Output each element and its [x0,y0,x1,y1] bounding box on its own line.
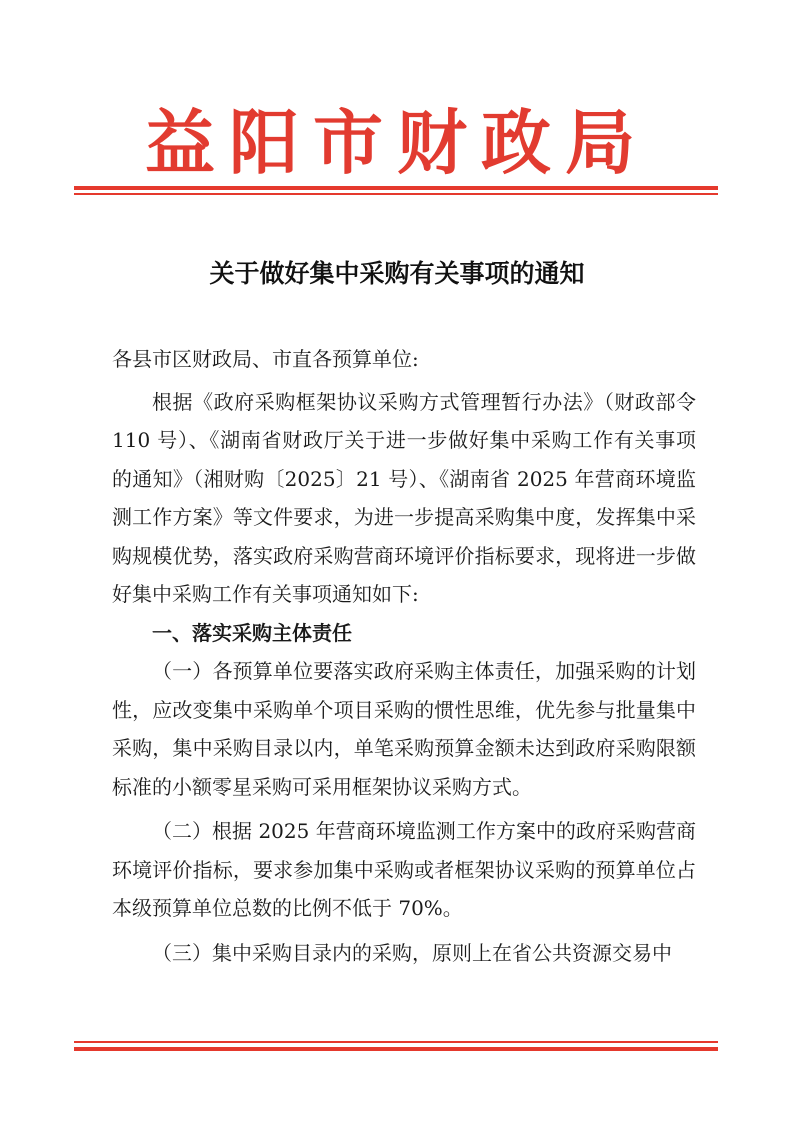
document-body [112,340,696,972]
item-1-paragraph: （一）各预算单位要落实政府采购主体责任，加强采购的计划性，应改变集中采购单个项目采购的惯性思维，优先参与批量集中采购，集中采购目录以内，单笔采购预算金额未达到政府采购限额标准的小额零星采购可采用框架协议采购方式。 [112,659,696,799]
item-3-paragraph: （三）集中采购目录内的采购，原则上在省公共资源交易中 [152,940,672,965]
footer-divider [74,1047,718,1051]
agency-letterhead: 益阳市财政局 [145,101,649,184]
salutation: 各县市区财政局、市直各预算单位: [112,347,419,371]
letterhead-divider [74,186,718,190]
letterhead-divider-thin [74,193,718,195]
item-2-paragraph: （二）根据 2025 年营商环境监测工作方案中的政府采购营商环境评价指标，要求参加集中采购或者框架协议采购的预算单位占本级预算单位总数的比例不低于 70%。 [112,819,696,920]
section-heading: 一、落实采购主体责任 [152,620,352,645]
document-title: 关于做好集中采购有关事项的通知 [209,259,585,288]
intro-paragraph: 根据《政府采购框架协议采购方式管理暂行办法》（财政部令 110 号）、《湖南省财政厅关于进一步做好集中采购工作有关事项的通知》（湘财购〔2025〕21 号）、《湖南省 2025 年营商环境监测工作方案》等文件要求，为进一步提高采购集中度，发挥集中采购规模优势，落实政府采购营商环境评价指标要求，现将进一步做好集中采购工作有关事项通知如下: [112,389,696,606]
footer-divider-thin [74,1041,718,1043]
